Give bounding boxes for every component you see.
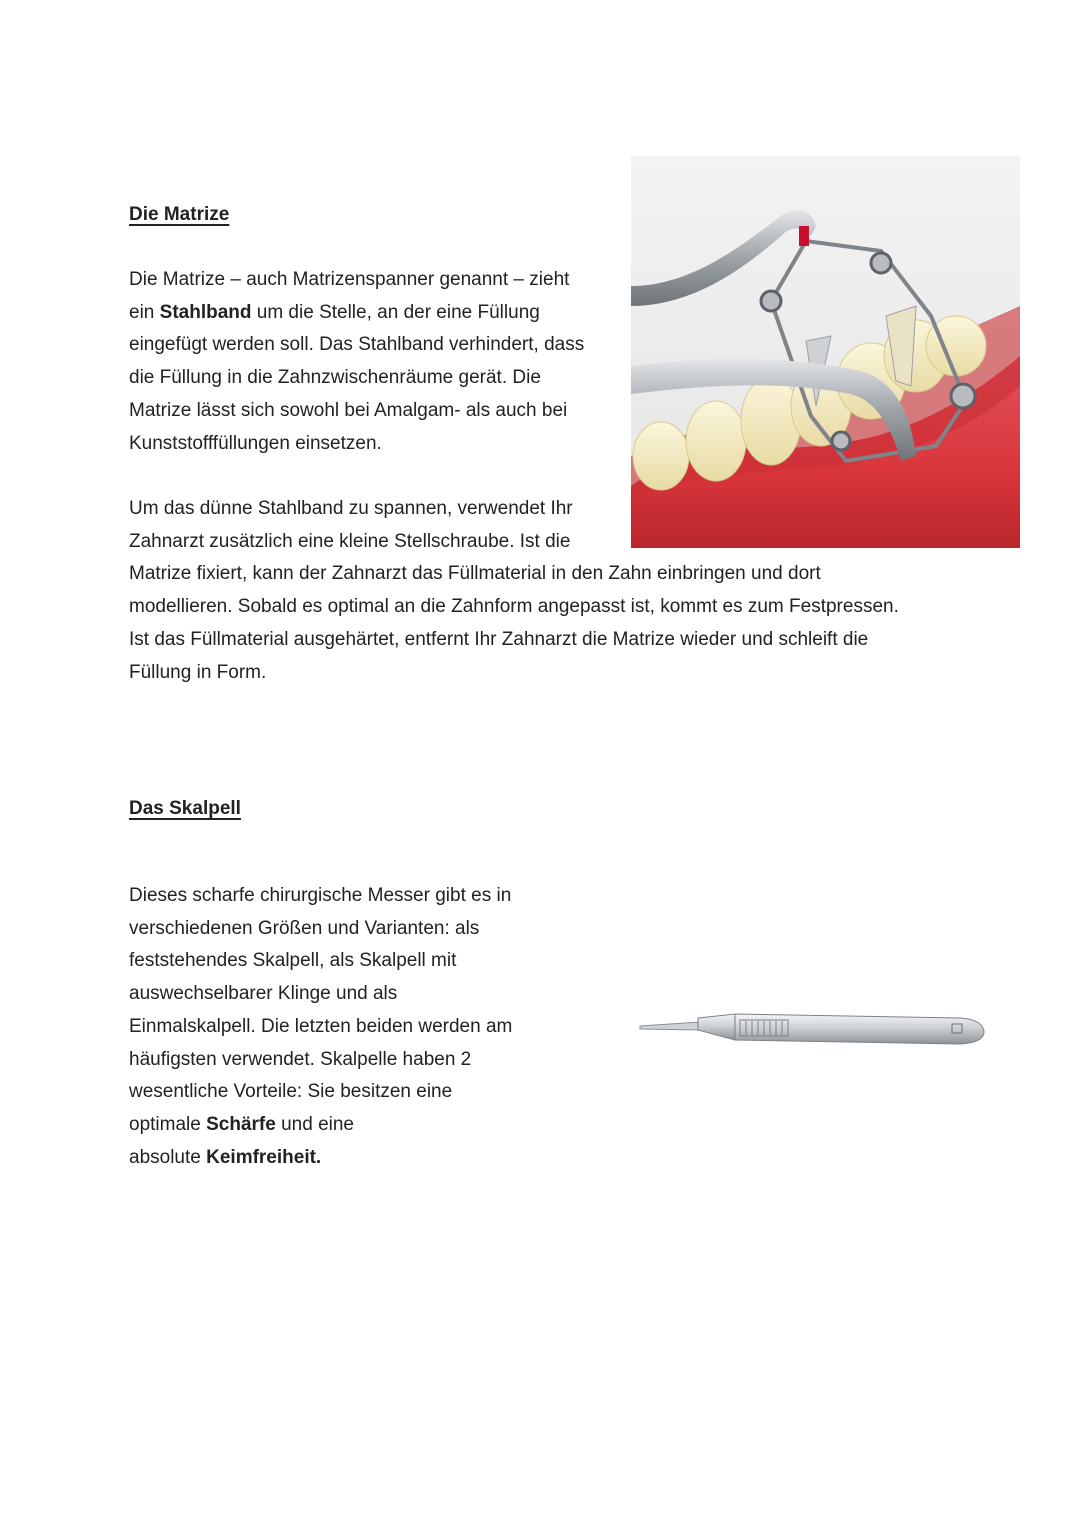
text-line: Füllung in Form. xyxy=(129,661,267,683)
text-line: optimale Schärfe und eine xyxy=(129,1113,354,1135)
matrize-paragraph-1 xyxy=(129,264,619,460)
text-line: absolute Keimfreiheit. xyxy=(129,1146,322,1168)
text-line: wesentliche Vorteile: Sie besitzen eine xyxy=(129,1081,453,1103)
text-line: Kunststofffüllungen einsetzen. xyxy=(129,432,382,454)
section-heading-skalpell: Das Skalpell xyxy=(129,798,241,819)
section-heading-matrize: Die Matrize xyxy=(129,204,230,225)
text-line: ein Stahlband um die Stelle, an der eine Füllung xyxy=(129,301,540,323)
bold-term-stahlband: Stahlband xyxy=(159,301,252,323)
skalpell-paragraph xyxy=(129,880,549,1174)
text-line: Um das dünne Stahlband zu spannen, verwendet Ihr xyxy=(129,498,573,519)
text-line: Matrize lässt sich sowohl bei Amalgam- als auch bei xyxy=(129,399,568,421)
text-line: modellieren. Sobald es optimal an die Zahnform angepasst ist, kommt es zum Festpressen. xyxy=(129,596,899,618)
bold-term-schaerfe: Schärfe xyxy=(206,1113,276,1135)
bold-term-keimfreiheit: Keimfreiheit. xyxy=(206,1146,322,1168)
text-line: auswechselbarer Klinge und als xyxy=(129,983,398,1005)
matrix-retainer-photo xyxy=(631,156,1020,548)
text-line: Ist das Füllmaterial ausgehärtet, entfernt Ihr Zahnarzt die Matrize wieder und schleift die xyxy=(129,628,869,650)
text-line: die Füllung in die Zahnzwischenräume gerät. Die xyxy=(129,367,541,389)
text-line: Dieses scharfe chirurgische Messer gibt es in xyxy=(129,885,512,906)
text-line: Zahnarzt zusätzlich eine kleine Stellschraube. Ist die xyxy=(129,530,571,552)
text-line: feststehendes Skalpell, als Skalpell mit xyxy=(129,950,457,972)
scalpel-image xyxy=(560,930,1030,1130)
text-line: häufigsten verwendet. Skalpelle haben 2 xyxy=(129,1048,472,1070)
text-line: Matrize fixiert, kann der Zahnarzt das Füllmaterial in den Zahn einbringen und dort xyxy=(129,563,821,585)
text-line: Einmalskalpell. Die letzten beiden werden am xyxy=(129,1015,513,1037)
text-line: eingefügt werden soll. Das Stahlband verhindert, dass xyxy=(129,334,585,356)
text-line: Die Matrize – auch Matrizenspanner genannt – zieht xyxy=(129,269,570,290)
text-line: verschiedenen Größen und Varianten: als xyxy=(129,917,480,939)
